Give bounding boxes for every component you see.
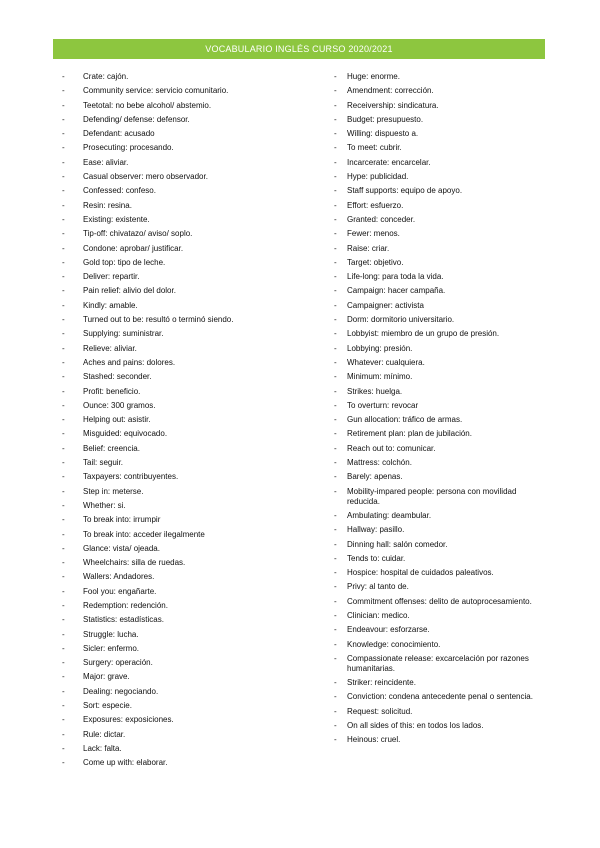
vocabulary-entry: Sort: especie. [83, 701, 132, 711]
vocabulary-entry: Wallers: Andadores. [83, 572, 155, 582]
bullet-marker: - [62, 543, 65, 553]
vocabulary-entry: Incarcerate: encarcelar. [347, 157, 431, 167]
bullet-marker: - [62, 515, 65, 525]
list-item [62, 415, 312, 425]
vocabulary-entry: Mattress: colchón. [347, 458, 412, 468]
bullet-marker: - [62, 743, 65, 753]
bullet-marker: - [334, 300, 337, 310]
bullet-marker: - [62, 715, 65, 725]
list-item [62, 86, 312, 96]
list-item [62, 215, 312, 225]
vocabulary-entry: Defendant: acusado [83, 129, 155, 139]
bullet-marker: - [62, 443, 65, 453]
list-item [62, 715, 312, 725]
vocabulary-entry: Hospice: hospital de cuidados paleativos. [347, 568, 494, 578]
vocabulary-entry: Strikes: huelga. [347, 386, 403, 396]
list-item [334, 286, 544, 296]
list-item [334, 721, 544, 731]
vocabulary-entry: Existing: existente. [83, 214, 150, 224]
list-item [334, 301, 544, 311]
vocabulary-entry: Ounce: 300 gramos. [83, 400, 156, 410]
vocabulary-entry: Campaign: hacer campaña. [347, 286, 446, 296]
list-item [62, 172, 312, 182]
bullet-marker: - [62, 257, 65, 267]
vocabulary-entry: Huge: enorme. [347, 72, 400, 81]
list-item [334, 444, 544, 454]
bullet-marker: - [334, 610, 337, 620]
list-item [334, 625, 544, 635]
vocabulary-entry: Deliver: repartir. [83, 272, 140, 282]
bullet-marker: - [334, 678, 337, 688]
bullet-marker: - [334, 229, 337, 239]
vocabulary-entry: Conviction: condena antecedente penal o sentencia. [347, 692, 533, 702]
vocabulary-entry: Confessed: confeso. [83, 186, 156, 196]
vocabulary-entry: Struggle: lucha. [83, 629, 139, 639]
list-item [62, 229, 312, 239]
bullet-marker: - [62, 729, 65, 739]
list-item [62, 630, 312, 640]
bullet-marker: - [62, 315, 65, 325]
vocabulary-entry: Supplying: suministrar. [83, 329, 164, 339]
list-item [334, 554, 544, 564]
vocabulary-entry: Glance: vista/ ojeada. [83, 543, 160, 553]
list-item [62, 730, 312, 740]
list-item [334, 244, 544, 254]
vocabulary-entry: Minimum: mínimo. [347, 372, 413, 382]
vocabulary-entry: Tail: seguir. [83, 458, 124, 468]
bullet-marker: - [334, 100, 337, 110]
vocabulary-entry: Dealing: negociando. [83, 686, 159, 696]
vocabulary-entry: Willing: dispuesto a. [347, 129, 419, 139]
list-item [62, 358, 312, 368]
bullet-marker: - [334, 186, 337, 196]
bullet-marker: - [62, 615, 65, 625]
vocabulary-entry: Heinous: cruel. [347, 735, 401, 745]
bullet-marker: - [62, 214, 65, 224]
list-item [62, 744, 312, 754]
bullet-marker: - [62, 272, 65, 282]
bullet-marker: - [334, 458, 337, 468]
list-item [334, 472, 544, 482]
vocabulary-entry: Whether: si. [83, 500, 126, 510]
list-item [62, 444, 312, 454]
vocabulary-entry: Privy: al tanto de. [347, 582, 409, 592]
bullet-marker: - [334, 72, 337, 81]
list-item [334, 640, 544, 650]
bullet-marker: - [62, 86, 65, 96]
bullet-marker: - [334, 329, 337, 339]
list-item [334, 387, 544, 397]
bullet-marker: - [62, 100, 65, 110]
vocabulary-entry: Striker: reincidente. [347, 678, 416, 688]
bullet-marker: - [334, 400, 337, 410]
bullet-marker: - [62, 114, 65, 124]
list-item [62, 387, 312, 397]
bullet-marker: - [62, 72, 65, 81]
list-item [334, 229, 544, 239]
bullet-marker: - [334, 486, 337, 496]
bullet-marker: - [334, 272, 337, 282]
list-item [334, 582, 544, 592]
list-item [62, 101, 312, 111]
list-item [62, 458, 312, 468]
vocabulary-entry: Amendment: corrección. [347, 86, 434, 96]
list-item [62, 758, 312, 768]
bullet-marker: - [62, 629, 65, 639]
list-item [62, 572, 312, 582]
bullet-marker: - [334, 200, 337, 210]
page-title: VOCABULARIO INGLÉS CURSO 2020/2021 [205, 44, 393, 54]
bullet-marker: - [62, 329, 65, 339]
bullet-marker: - [62, 229, 65, 239]
bullet-marker: - [334, 343, 337, 353]
vocabulary-entry: Fool you: engañarte. [83, 586, 157, 596]
bullet-marker: - [62, 500, 65, 510]
vocabulary-entry: Rule: dictar. [83, 729, 126, 739]
bullet-marker: - [62, 386, 65, 396]
bullet-marker: - [62, 415, 65, 425]
vocabulary-entry: Taxpayers: contribuyentes. [83, 472, 179, 482]
list-item [334, 344, 544, 354]
bullet-marker: - [334, 114, 337, 124]
list-item [334, 372, 544, 382]
list-item [62, 658, 312, 668]
list-item [334, 172, 544, 182]
bullet-marker: - [62, 472, 65, 482]
bullet-marker: - [334, 582, 337, 592]
bullet-marker: - [334, 653, 337, 663]
vocabulary-entry: To break into: irrumpir [83, 515, 161, 525]
vocabulary-entry: Clinician: medico. [347, 610, 410, 620]
bullet-marker: - [334, 129, 337, 139]
bullet-marker: - [62, 600, 65, 610]
vocabulary-entry: Effort: esfuerzo. [347, 200, 404, 210]
bullet-marker: - [334, 172, 337, 182]
vocabulary-entry: Community service: servicio comunitario. [83, 86, 229, 96]
list-item [62, 315, 312, 325]
list-item [62, 129, 312, 139]
vocabulary-entry: Major: grave. [83, 672, 130, 682]
vocabulary-entry: Hallway: pasillo. [347, 525, 405, 535]
bullet-marker: - [334, 243, 337, 253]
list-item [62, 186, 312, 196]
list-item [62, 558, 312, 568]
vocabulary-entry: Retirement plan: plan de jubilación. [347, 429, 472, 439]
list-item [62, 687, 312, 697]
vocabulary-entry: Reach out to: comunicar. [347, 443, 436, 453]
bullet-marker: - [62, 143, 65, 153]
list-item [334, 429, 544, 439]
bullet-marker: - [62, 558, 65, 568]
bullet-marker: - [62, 186, 65, 196]
bullet-marker: - [62, 129, 65, 139]
vocabulary-entry: Casual observer: mero observador. [83, 172, 208, 182]
bullet-marker: - [334, 706, 337, 716]
vocabulary-entry: Surgery: operación. [83, 658, 153, 668]
bullet-marker: - [62, 586, 65, 596]
list-item [62, 115, 312, 125]
vocabulary-entry: Turned out to be: resultó o terminó siendo. [83, 315, 234, 325]
vocabulary-entry: Whatever: cualquiera. [347, 357, 425, 367]
bullet-marker: - [334, 721, 337, 731]
vocabulary-entry: Knowledge: conocimiento. [347, 639, 441, 649]
bullet-marker: - [334, 472, 337, 482]
vocabulary-entry: Budget: presupuesto. [347, 114, 424, 124]
list-item [62, 344, 312, 354]
vocabulary-entry: Teetotal: no bebe alcohol/ abstemio. [83, 100, 212, 110]
vocabulary-entry: Lack: falta. [83, 743, 122, 753]
vocabulary-entry: Prosecuting: procesando. [83, 143, 174, 153]
list-item [334, 215, 544, 225]
list-item [334, 158, 544, 168]
list-item [62, 244, 312, 254]
vocabulary-entry: Granted: conceder. [347, 214, 416, 224]
list-item [334, 735, 544, 745]
list-item [62, 515, 312, 525]
bullet-marker: - [62, 486, 65, 496]
vocabulary-entry: Step in: meterse. [83, 486, 144, 496]
vocabulary-entry: Resin: resina. [83, 200, 132, 210]
bullet-marker: - [62, 429, 65, 439]
vocabulary-entry: Life-long: para toda la vida. [347, 272, 444, 282]
bullet-marker: - [62, 343, 65, 353]
vocabulary-entry: Aches and pains: dolores. [83, 357, 176, 367]
list-item [334, 458, 544, 468]
list-item [334, 143, 544, 153]
list-item [62, 530, 312, 540]
list-item [62, 401, 312, 411]
list-item [334, 258, 544, 268]
vocabulary-entry: Dorm: dormitorio universitario. [347, 315, 455, 325]
bullet-marker: - [62, 572, 65, 582]
list-item [62, 158, 312, 168]
list-item [334, 654, 544, 674]
bullet-marker: - [334, 735, 337, 745]
vocabulary-entry: Dinning hall: salón comedor. [347, 539, 448, 549]
vocabulary-entry: Commitment offenses: delito de autoprocesamiento. [347, 596, 532, 606]
list-item [334, 272, 544, 282]
bullet-marker: - [62, 529, 65, 539]
bullet-marker: - [62, 200, 65, 210]
vocabulary-entry: Profit: beneficio. [83, 386, 141, 396]
vocabulary-entry: To overturn: revocar [347, 400, 419, 410]
list-item [62, 701, 312, 711]
list-item [334, 611, 544, 621]
list-item [334, 415, 544, 425]
bullet-marker: - [62, 286, 65, 296]
bullet-marker: - [334, 429, 337, 439]
vocabulary-entry: Redemption: redención. [83, 600, 168, 610]
bullet-marker: - [334, 568, 337, 578]
vocabulary-entry: Condone: aprobar/ justificar. [83, 243, 184, 253]
bullet-marker: - [334, 357, 337, 367]
vocabulary-entry: Stashed: seconder. [83, 372, 152, 382]
bullet-marker: - [62, 701, 65, 711]
list-item [62, 587, 312, 597]
list-item [62, 143, 312, 153]
list-item [62, 487, 312, 497]
vocabulary-entry: Request: solicitud. [347, 706, 413, 716]
vocabulary-entry: Ambulating: deambular. [347, 510, 432, 520]
list-item [334, 597, 544, 607]
list-item [62, 672, 312, 682]
bullet-marker: - [334, 372, 337, 382]
vocabulary-entry: Sicler: enfermo. [83, 643, 140, 653]
vocabulary-entry: Fewer: menos. [347, 229, 400, 239]
left-column [62, 72, 312, 773]
bullet-marker: - [334, 86, 337, 96]
list-item [334, 201, 544, 211]
bullet-marker: - [62, 357, 65, 367]
vocabulary-entry: Relieve: aliviar. [83, 343, 137, 353]
list-item [62, 286, 312, 296]
bullet-marker: - [334, 257, 337, 267]
bullet-marker: - [62, 458, 65, 468]
bullet-marker: - [334, 157, 337, 167]
list-item [334, 707, 544, 717]
bullet-marker: - [62, 172, 65, 182]
vocabulary-entry: Crate: cajón. [83, 72, 129, 81]
list-item [62, 372, 312, 382]
list-item [62, 72, 312, 82]
list-item [62, 601, 312, 611]
bullet-marker: - [334, 553, 337, 563]
vocabulary-entry: Compassionate release: excarcelación por razones humanitarias. [347, 653, 529, 673]
vocabulary-entry: Ease: aliviar. [83, 157, 129, 167]
vocabulary-entry: Tends to: cuidar. [347, 553, 406, 563]
vocabulary-entry: On all sides of this: en todos los lados. [347, 721, 484, 731]
bullet-marker: - [62, 243, 65, 253]
list-item [334, 329, 544, 339]
bullet-marker: - [62, 643, 65, 653]
list-item [62, 544, 312, 554]
vocabulary-entry: Mobility-impared people: persona con movilidad reducida. [347, 486, 517, 506]
list-item [334, 568, 544, 578]
vocabulary-entry: Helping out: asistir. [83, 415, 151, 425]
list-item [62, 501, 312, 511]
vocabulary-entry: Statistics: estadísticas. [83, 615, 164, 625]
bullet-marker: - [62, 672, 65, 682]
vocabulary-entry: Target: objetivo. [347, 257, 404, 267]
list-item [62, 429, 312, 439]
list-item [334, 358, 544, 368]
list-item [334, 540, 544, 550]
bullet-marker: - [62, 658, 65, 668]
list-item [62, 329, 312, 339]
right-column [334, 72, 544, 750]
bullet-marker: - [334, 625, 337, 635]
list-item [334, 186, 544, 196]
vocabulary-entry: Staff supports: equipo de apoyo. [347, 186, 463, 196]
bullet-marker: - [62, 400, 65, 410]
bullet-marker: - [62, 157, 65, 167]
bullet-marker: - [334, 286, 337, 296]
list-item [334, 101, 544, 111]
vocabulary-entry: Kindly: amable. [83, 300, 138, 310]
bullet-marker: - [334, 692, 337, 702]
vocabulary-entry: Gold top: tipo de leche. [83, 257, 166, 267]
list-item [334, 86, 544, 96]
bullet-marker: - [62, 372, 65, 382]
vocabulary-entry: Endeavour: esforzarse. [347, 625, 430, 635]
list-item [62, 301, 312, 311]
bullet-marker: - [334, 315, 337, 325]
vocabulary-entry: Hype: publicidad. [347, 172, 409, 182]
bullet-marker: - [334, 639, 337, 649]
title-banner [53, 39, 545, 59]
list-item [62, 258, 312, 268]
vocabulary-entry: To break into: acceder ilegalmente [83, 529, 205, 539]
list-item [334, 401, 544, 411]
bullet-marker: - [334, 539, 337, 549]
list-item [334, 692, 544, 702]
list-item [334, 525, 544, 535]
vocabulary-entry: Defending/ defense: defensor. [83, 114, 190, 124]
vocabulary-entry: Wheelchairs: silla de ruedas. [83, 558, 186, 568]
list-item [62, 472, 312, 482]
vocabulary-entry: Misguided: equivocado. [83, 429, 168, 439]
vocabulary-entry: Barely: apenas. [347, 472, 403, 482]
list-item [334, 511, 544, 521]
bullet-marker: - [334, 596, 337, 606]
bullet-marker: - [334, 510, 337, 520]
bullet-marker: - [62, 758, 65, 768]
bullet-marker: - [334, 386, 337, 396]
list-item [62, 201, 312, 211]
vocabulary-entry: Lobbying: presión. [347, 343, 413, 353]
bullet-marker: - [62, 300, 65, 310]
list-item [62, 615, 312, 625]
vocabulary-entry: Lobbyist: miembro de un grupo de presión. [347, 329, 500, 339]
list-item [334, 115, 544, 125]
list-item [334, 129, 544, 139]
vocabulary-entry: Pain relief: alivio del dolor. [83, 286, 176, 296]
list-item [334, 678, 544, 688]
vocabulary-entry: Exposures: exposiciones. [83, 715, 174, 725]
bullet-marker: - [62, 686, 65, 696]
vocabulary-entry: Campaigner: activista [347, 300, 424, 310]
bullet-marker: - [334, 415, 337, 425]
vocabulary-entry: Gun allocation: tráfico de armas. [347, 415, 463, 425]
vocabulary-entry: Receivership: sindicatura. [347, 100, 439, 110]
bullet-marker: - [334, 143, 337, 153]
list-item [334, 72, 544, 82]
vocabulary-entry: Come up with: elaborar. [83, 758, 168, 768]
bullet-marker: - [334, 214, 337, 224]
list-item [334, 315, 544, 325]
vocabulary-entry: Tip-off: chivatazo/ aviso/ soplo. [83, 229, 193, 239]
list-item [62, 644, 312, 654]
bullet-marker: - [334, 525, 337, 535]
vocabulary-entry: Raise: criar. [347, 243, 390, 253]
list-item [334, 487, 544, 507]
vocabulary-entry: To meet: cubrir. [347, 143, 402, 153]
bullet-marker: - [334, 443, 337, 453]
vocabulary-entry: Belief: creencia. [83, 443, 140, 453]
list-item [62, 272, 312, 282]
